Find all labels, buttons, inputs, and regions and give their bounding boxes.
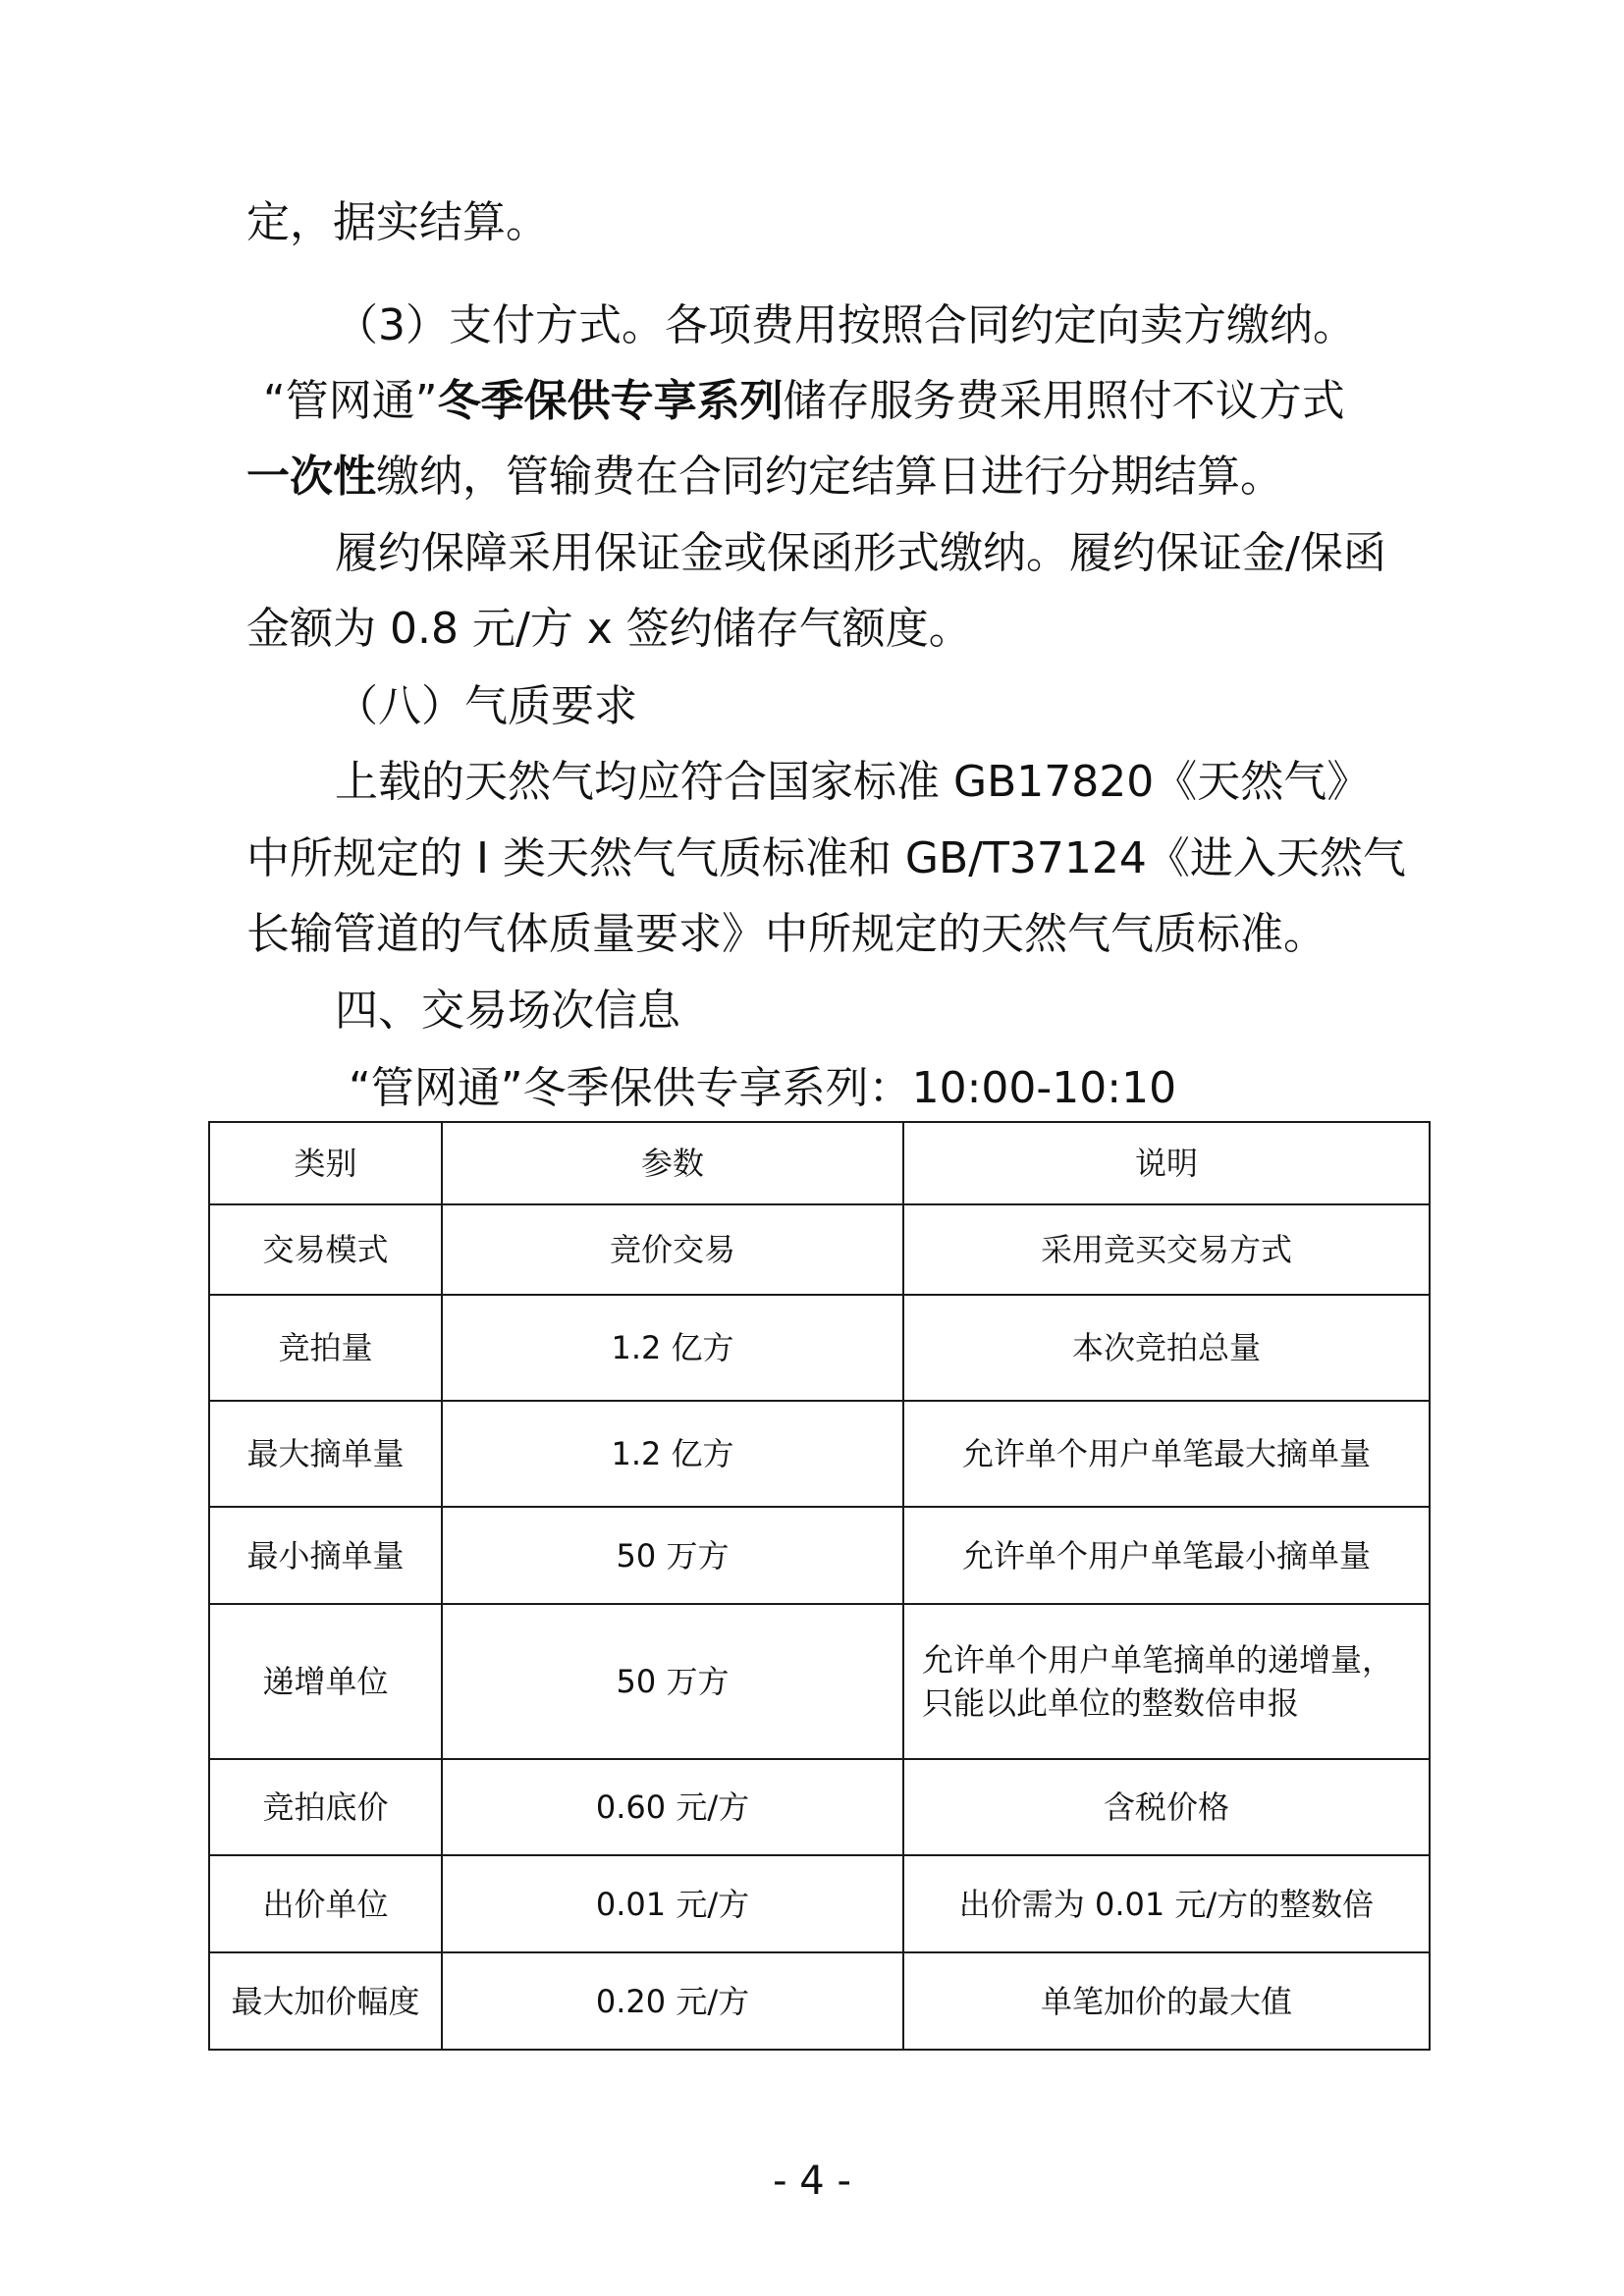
cell-category: 递增单位 (209, 1604, 442, 1759)
table-row (209, 1204, 1430, 1295)
cell-desc: 允许单个用户单笔最大摘单量 (903, 1401, 1430, 1507)
cell-param: 0.01 元/方 (442, 1855, 903, 1952)
cell-param: 竞价交易 (442, 1204, 903, 1295)
cell-param: 50 万方 (442, 1604, 903, 1759)
trading-parameters-table (208, 1121, 1431, 2051)
cell-desc-line: 只能以此单位的整数倍申报 (922, 1684, 1300, 1722)
page-number: - 4 - (773, 2159, 851, 2204)
cell-desc: 单笔加价的最大值 (903, 1952, 1430, 2050)
text-line-1: 定，据实结算。 (246, 197, 549, 247)
table-row (209, 1401, 1430, 1507)
table-header-row (209, 1122, 1430, 1204)
line-4-rest: 缴纳，管输费在合同约定结算日进行分期结算。 (376, 452, 1283, 502)
cell-desc: 出价需为 0.01 元/方的整数倍 (903, 1855, 1430, 1952)
header-category: 类别 (209, 1122, 442, 1204)
cell-category: 竞拍底价 (209, 1759, 442, 1855)
text-line-5: 履约保障采用保证金或保函形式缴纳。履约保证金/保函 (335, 528, 1386, 578)
text-line-2: （3）支付方式。各项费用按照合同约定向卖方缴纳。 (335, 300, 1356, 350)
text-line-8: 上载的天然气均应符合国家标准 GB17820《天然气》 (335, 757, 1371, 807)
text-line-3 (263, 374, 1345, 429)
cell-param: 1.2 亿方 (442, 1401, 903, 1507)
cell-param: 1.2 亿方 (442, 1295, 903, 1401)
cell-desc-line: 允许单个用户单笔摘单的递增量， (922, 1641, 1394, 1679)
text-line-9: 中所规定的 I 类天然气气质标准和 GB/T37124《进入天然气 (246, 833, 1406, 883)
cell-param: 0.20 元/方 (442, 1952, 903, 2050)
section-heading-trading-session: 四、交易场次信息 (335, 986, 680, 1036)
table-row (209, 1759, 1430, 1855)
table-row (209, 1952, 1430, 2050)
cell-category: 最大加价幅度 (209, 1952, 442, 2050)
cell-category: 交易模式 (209, 1204, 442, 1295)
product-quote: “管网通” (263, 376, 438, 426)
cell-category: 最小摘单量 (209, 1507, 442, 1604)
series-name: 冬季保供专享系列 (437, 376, 784, 426)
session-title: “管网通”冬季保供专享系列：10:00-10:10 (349, 1063, 1177, 1113)
text-line-4 (246, 450, 1283, 505)
cell-desc: 采用竞买交易方式 (903, 1204, 1430, 1295)
cell-category: 出价单位 (209, 1855, 442, 1952)
text-line-6: 金额为 0.8 元/方 x 签约储存气额度。 (246, 604, 972, 654)
cell-param: 50 万方 (442, 1507, 903, 1604)
table-row (209, 1295, 1430, 1401)
header-param: 参数 (442, 1122, 903, 1204)
header-desc: 说明 (903, 1122, 1430, 1204)
cell-category: 最大摘单量 (209, 1401, 442, 1507)
line-3-rest: 储存服务费采用照付不议方式 (783, 376, 1345, 426)
text-line-10: 长输管道的气体质量要求》中所规定的天然气气质标准。 (246, 909, 1326, 959)
cell-param: 0.60 元/方 (442, 1759, 903, 1855)
cell-category: 竞拍量 (209, 1295, 442, 1401)
table-row (209, 1604, 1430, 1759)
section-heading-gas-quality: （八）气质要求 (335, 681, 637, 731)
cell-desc: 允许单个用户单笔最小摘单量 (903, 1507, 1430, 1604)
table-row (209, 1507, 1430, 1604)
table-row (209, 1855, 1430, 1952)
cell-desc: 含税价格 (903, 1759, 1430, 1855)
one-time-emphasis: 一次性 (246, 452, 376, 502)
cell-desc: 本次竞拍总量 (903, 1295, 1430, 1401)
cell-desc (903, 1604, 1430, 1759)
